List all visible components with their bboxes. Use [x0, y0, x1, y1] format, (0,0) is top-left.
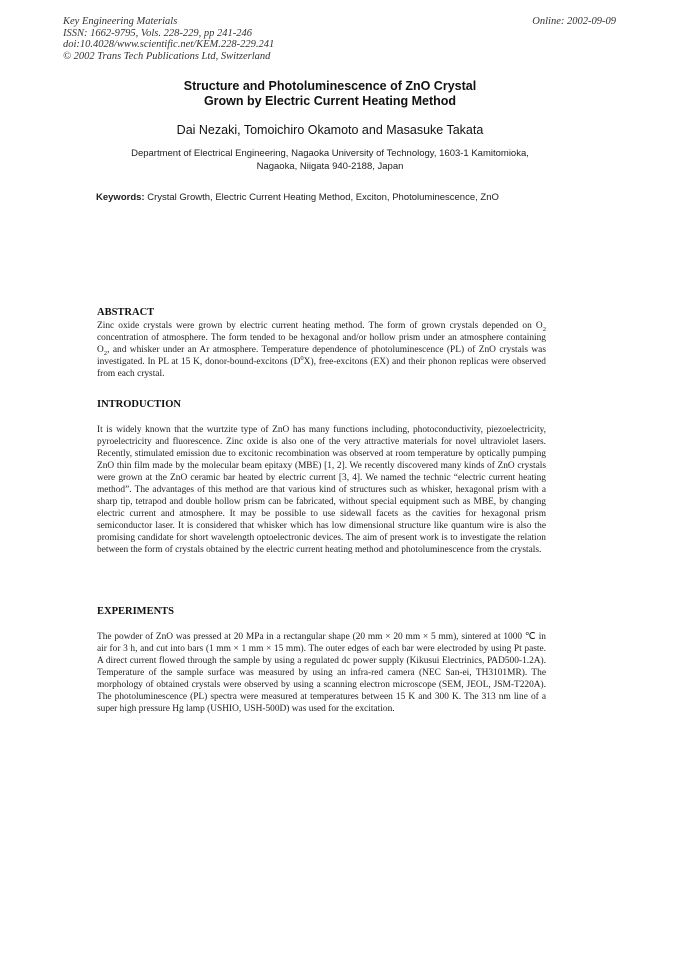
online-date: Online: 2002-09-09: [532, 16, 616, 27]
title-line-1: Structure and Photoluminescence of ZnO Crystal: [183, 79, 477, 93]
affiliation: [96, 148, 564, 173]
keywords: [96, 192, 576, 203]
author-list: Dai Nezaki, Tomoichiro Okamoto and Masasuke Takata: [176, 123, 484, 137]
journal-header: [63, 16, 274, 62]
paper-title: [80, 79, 580, 109]
experiments-heading: EXPERIMENTS: [97, 606, 175, 617]
abstract-heading: ABSTRACT: [97, 307, 155, 318]
keywords-list: Crystal Growth, Electric Current Heating Method, Exciton, Photoluminescence, ZnO: [147, 192, 499, 203]
experiments-text: The powder of ZnO was pressed at 20 MPa in a rectangular shape (20 mm × 20 mm × 5 mm), sintered at 1000 ℃ in air for 3 h, and cut into bars (1 mm × 1 mm × 15 mm). The outer edges of each bar were electroded by using Pt paste. A direct current flowed through the sample by using a regulated dc power supply (Kikusui Electrinics, PAD500-1.2A). Temperature of the sample surface was measured by using an infra-red camera (NEC San-ei, TH3101MR). The morphology of obtained crystals were observed by using a scanning electron microscope (SEM, JEOL, JSM-T220A). The photoluminescence (PL) spectra were measured at temperatures between 15 K and 300 K. The 313 nm line of a super high pressure Hg lamp (USHIO, USH-500D) was used for the excitation.: [97, 632, 546, 714]
title-line-2: Grown by Electric Current Heating Method: [203, 94, 457, 108]
keywords-label: Keywords:: [96, 192, 145, 203]
introduction-heading: INTRODUCTION: [97, 399, 182, 410]
affiliation-line-2: Nagaoka, Niigata 940-2188, Japan: [256, 160, 404, 172]
journal-name: Key Engineering Materials: [63, 16, 178, 27]
doi-line[interactable]: doi:10.4028/www.scientific.net/KEM.228-229.241: [63, 39, 275, 50]
issn-line: ISSN: 1662-9795, Vols. 228-229, pp 241-246: [63, 27, 252, 39]
introduction-text: It is widely known that the wurtzite type of ZnO has many functions including, photoconductivity, piezoelectricity, pyroelectricity and fluorescence. Zinc oxide is also one of the very attractive materials for novel ultraviolet lasers. Recently, stimulated emission due to excitonic recombination was observed at room temperature by optically pumping ZnO thin film made by the molecular beam epitaxy (MBE) [1, 2]. We recently discovered many kinds of ZnO crystals were grown at the ZnO ceramic bar heated by electric current [3, 4]. We named the technic “electric current heating method”. The advantages of this method are that various kind of structures such as whisker, hexagonal prism with a sharp tip, tetrapod and double hollow prism can be fabricated, without special equipment such as MBE, by changing electric current and atmosphere. It may be possible to use sidewall facets as the cavities for hexagonal prism semiconductor laser. It is considered that whisker which has low dimensional structure like quantum wire is also the promising candidate for short wavelength optoelectronic devices. The aim of present work is to investigate the relation between the form of crystals obtained by the electric current heating method and photoluminescence from the crystals.: [97, 425, 546, 555]
copyright-line: © 2002 Trans Tech Publications Ltd, Switzerland: [63, 50, 271, 62]
affiliation-line-1: Department of Electrical Engineering, Nagaoka University of Technology, 1603-1 Kamitomioka,: [131, 148, 529, 159]
abstract-text: Zinc oxide crystals were grown by electric current heating method. The form of grown crystals depended on $O_2$ concentration of atmosphere. The form tended to be hexagonal and/or hollow prism under an atmosphere containing $O_2$, and whisker under an Ar atmosphere. Temperature dependence of photoluminescence (PL) of ZnO crystals was investigated. In PL at 15 K, donor-bound-excitons $(D^0X)$, free-excitons (EX) and their phonon replicas were observed from each crystal.: [97, 321, 546, 379]
